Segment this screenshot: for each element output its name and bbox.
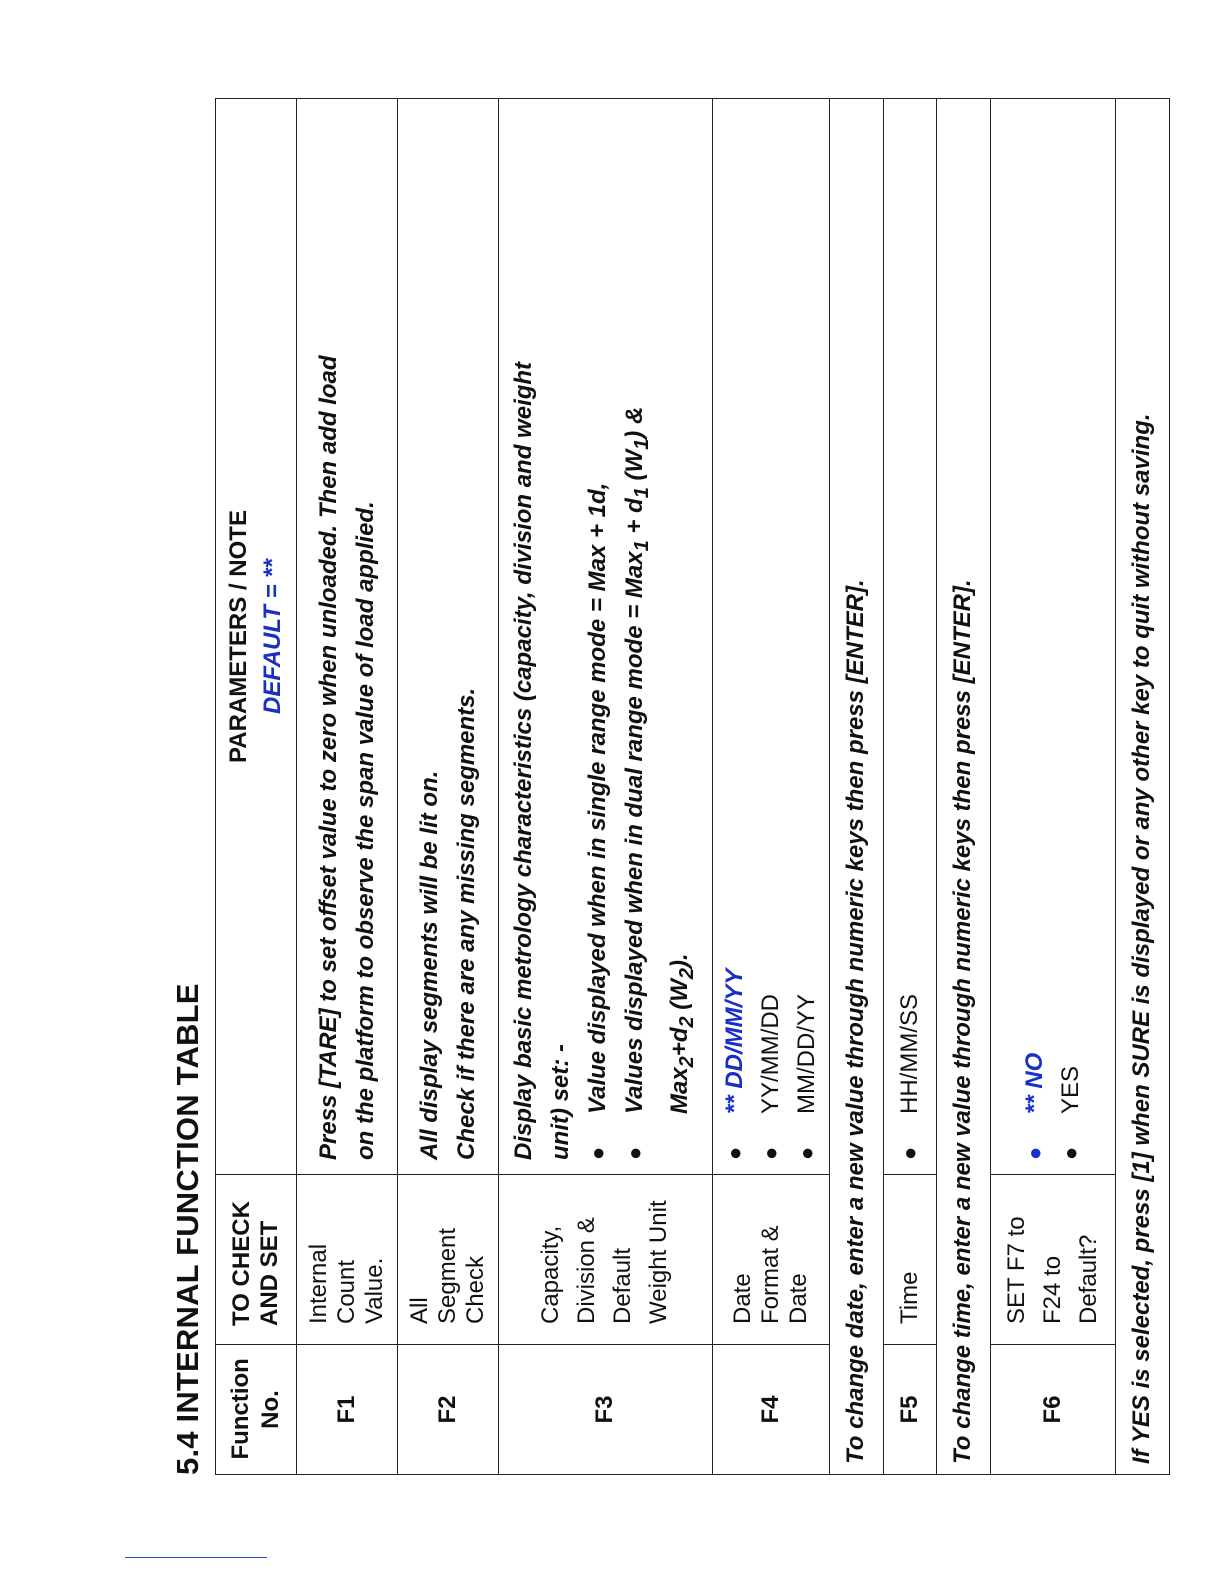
f3-note xyxy=(499,99,713,1175)
bottom-rule xyxy=(125,1557,267,1558)
header-params xyxy=(216,99,297,1175)
time-note-a: To change xyxy=(949,1338,977,1464)
row-f1 xyxy=(297,99,398,1475)
f3-bullet2-e: Max xyxy=(665,1067,693,1114)
f6-no: F6 xyxy=(990,1345,1115,1475)
f3-sub-c: 1 xyxy=(630,438,653,450)
f3-name xyxy=(499,1175,713,1345)
f6-name-line1: SET F7 to F24 to xyxy=(1002,1216,1066,1324)
page-title: 5.4 INTERNAL FUNCTION TABLE xyxy=(170,983,205,1475)
date-note-c: , enter a new value through numeric keys then press [ENTER]. xyxy=(842,579,870,1289)
f6-option-1-text: ** NO xyxy=(1020,1052,1048,1114)
date-note-a: To change xyxy=(842,1338,870,1464)
header-function-no-label: Function No. xyxy=(227,1358,284,1460)
f2-note xyxy=(398,99,499,1175)
f3-bullet2-f: +d xyxy=(665,1027,693,1057)
f3-name-line1: Capacity, Division & xyxy=(537,1217,601,1324)
f3-line1: Display basic metrology characteristics (capacity, division and weight xyxy=(510,361,537,1160)
f6-name-line2: Default? xyxy=(1074,1234,1102,1324)
rotated-page xyxy=(170,175,1156,1475)
header-check-set: TO CHECK AND SET xyxy=(216,1175,297,1345)
internal-function-table xyxy=(215,98,1170,1475)
row-f4 xyxy=(712,99,829,1475)
f3-no: F3 xyxy=(499,1345,713,1475)
f3-sub-b: 1 xyxy=(630,487,653,499)
f6-options xyxy=(990,99,1115,1175)
f5-option-1: ● HH/MM/SS xyxy=(892,113,928,1160)
f3-sub-d: 2 xyxy=(675,1056,698,1068)
f2-line1: All display segments will be lit on. xyxy=(416,770,443,1160)
f3-bullet2-b: + d xyxy=(621,498,648,541)
f5-options xyxy=(883,99,936,1175)
row-date-note xyxy=(829,99,883,1475)
f3-sub-e: 2 xyxy=(675,1016,698,1028)
f6-option-1 xyxy=(1017,113,1053,1160)
f3-bullet2-c: (W xyxy=(621,449,648,488)
f4-options xyxy=(712,99,829,1175)
row-time-note xyxy=(936,99,990,1475)
f1-no: F1 xyxy=(297,1345,398,1475)
time-note-b: time xyxy=(949,1288,977,1339)
f4-option-3: ● MM/DD/YY xyxy=(789,113,825,1160)
f4-no: F4 xyxy=(712,1345,829,1475)
f6-option-2: ● YES xyxy=(1053,113,1089,1160)
f3-bullet2-d: ) & xyxy=(621,406,648,439)
f5-name: Time xyxy=(883,1175,936,1345)
yes-note-a: If xyxy=(1128,1443,1156,1464)
yes-note-e: is displayed or any other key to quit without saving. xyxy=(1128,413,1156,1011)
f3-bullet2-g: (W xyxy=(665,979,693,1017)
f3-bullet-1: ● Value displayed when in single range mode = Max + 1d, xyxy=(579,113,616,1160)
row-f3 xyxy=(499,99,713,1475)
yes-note-d: SURE xyxy=(1128,1010,1156,1078)
f3-bullet2-h: ). xyxy=(665,953,693,968)
header-default: DEFAULT = ** xyxy=(259,559,286,714)
f4-option-2: ● YY/MM/DD xyxy=(753,113,789,1160)
f1-line1: Press [TARE] to set offset value to zero when unloaded. Then add load xyxy=(315,355,342,1160)
f1-note xyxy=(297,99,398,1175)
row-yes-note xyxy=(1115,99,1169,1475)
f3-sub-a: 1 xyxy=(630,540,653,552)
header-function-no xyxy=(216,1345,297,1475)
time-note xyxy=(936,99,990,1475)
f3-bullet-2 xyxy=(616,113,706,1160)
yes-note-b: YES xyxy=(1128,1395,1156,1444)
f4-name: Date Format & Date xyxy=(712,1175,829,1345)
f3-line2: unit) set: - xyxy=(547,1044,574,1160)
f1-line2: on the platform to observe the span value of load applied. xyxy=(352,501,379,1160)
f4-option-1 xyxy=(717,113,753,1160)
f5-no: F5 xyxy=(883,1345,936,1475)
row-f6 xyxy=(990,99,1115,1475)
f4-option-1-text: ** DD/MM/YY xyxy=(720,968,748,1114)
date-note-b: date xyxy=(842,1288,870,1339)
yes-note xyxy=(1115,99,1169,1475)
yes-note-c: is selected, press [1] when xyxy=(1128,1077,1156,1396)
f2-line2: Check if there are any missing segments. xyxy=(453,687,480,1160)
row-f2 xyxy=(398,99,499,1475)
f1-name: Internal Count Value. xyxy=(297,1175,398,1345)
time-note-c: , enter a new value through numeric keys then press [ENTER]. xyxy=(949,579,977,1289)
date-note xyxy=(829,99,883,1475)
f3-sub-f: 2 xyxy=(675,967,698,980)
f6-name xyxy=(990,1175,1115,1345)
f3-bullet2-a: Values displayed when in dual range mode = Max xyxy=(621,551,648,1114)
f2-name: All Segment Check xyxy=(398,1175,499,1345)
f2-no: F2 xyxy=(398,1345,499,1475)
header-params-label: PARAMETERS / NOTE xyxy=(225,510,252,763)
row-f5 xyxy=(883,99,936,1475)
f3-name-line2: Default Weight Unit xyxy=(609,1200,673,1324)
table-header-row xyxy=(216,99,297,1475)
